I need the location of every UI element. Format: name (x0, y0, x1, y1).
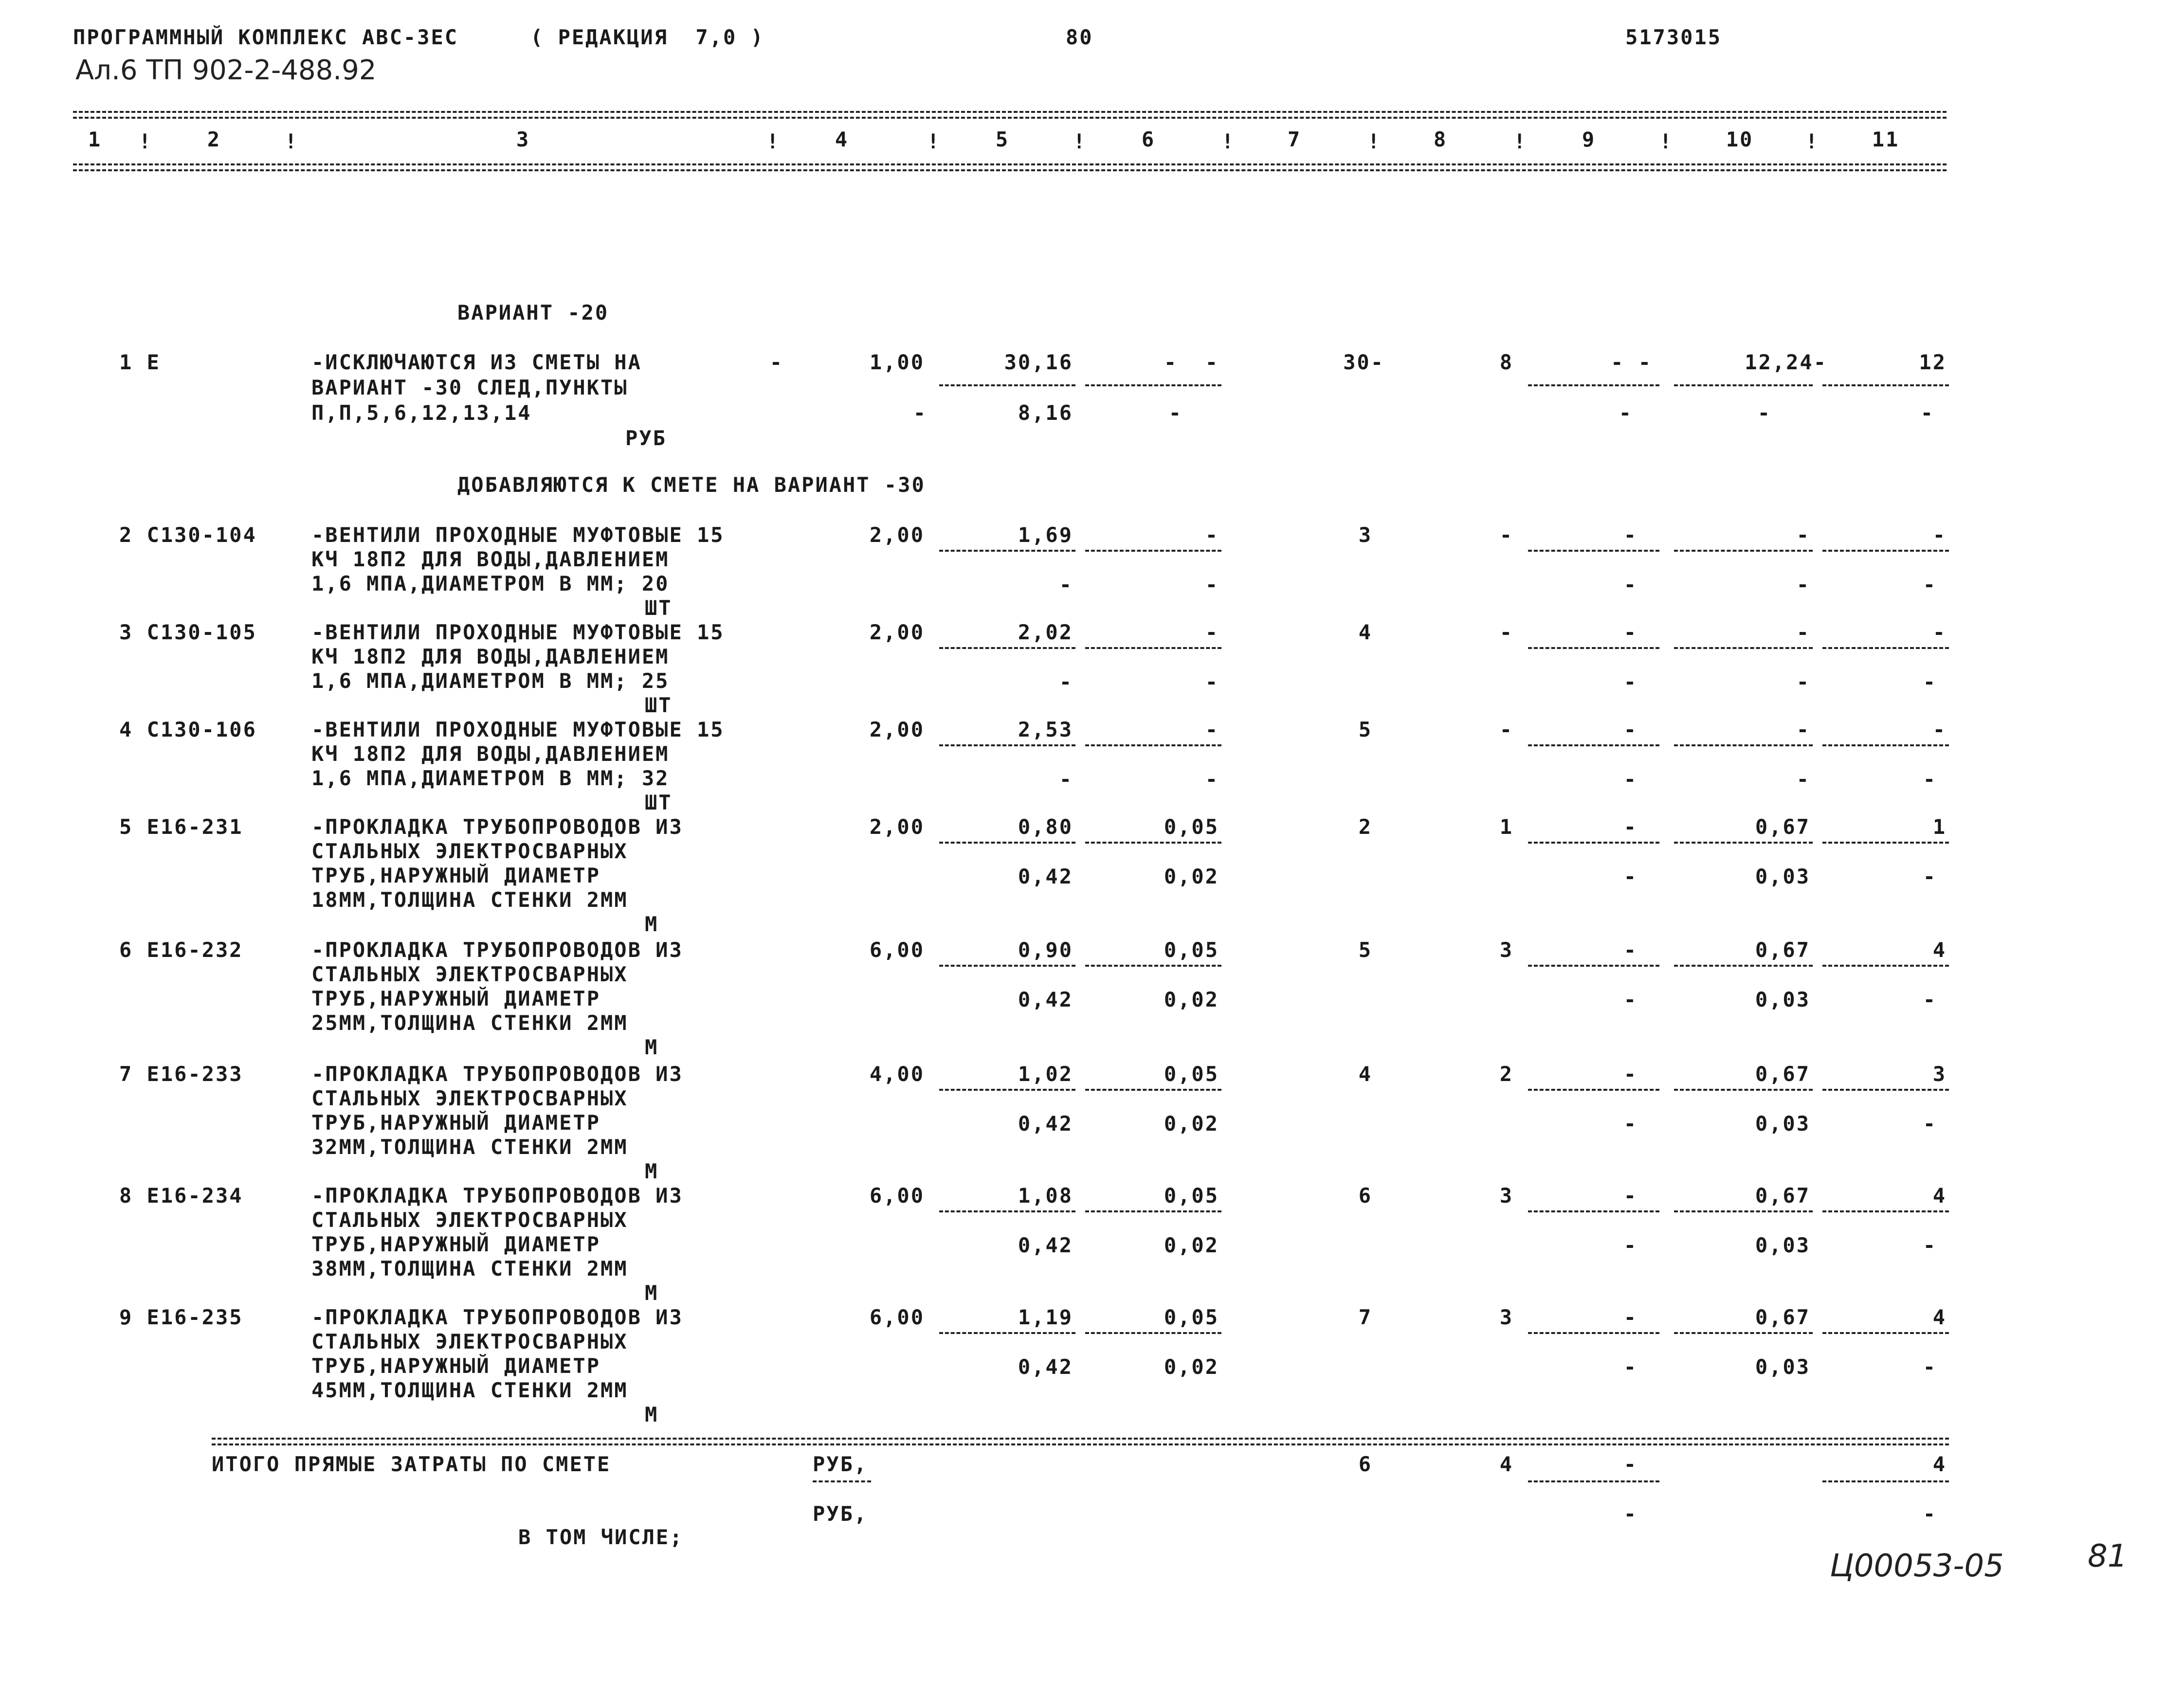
item-col9-bottom: - (1623, 1233, 1638, 1257)
totals-label: ИТОГО ПРЯМЫЕ ЗАТРАТЫ ПО СМЕТЕ (212, 1452, 611, 1476)
item-col9-top: - (1623, 815, 1638, 839)
item-col11-rule (1822, 965, 1949, 967)
item-col10-bottom: - (1796, 670, 1810, 694)
item-col11-bottom: - (1923, 1355, 1937, 1379)
item-col5-rule (939, 1210, 1075, 1212)
item-col10-top: - (1796, 620, 1810, 644)
column-header-11: 11 (1872, 127, 1900, 151)
item-code: 5 Е16-231 (119, 815, 243, 839)
excluded-col8: 8 (1499, 350, 1513, 374)
item-code: 8 Е16-234 (119, 1184, 243, 1208)
excluded-col9-top: - - (1611, 350, 1652, 374)
column-separator: ! (1805, 129, 1820, 153)
added-section-title: ДОБАВЛЯЮТСЯ К СМЕТЕ НА ВАРИАНТ -30 (457, 473, 926, 497)
item-description-line: КЧ 18П2 ДЛЯ ВОДЫ,ДАВЛЕНИЕМ (311, 645, 670, 668)
item-col5-top: 1,19 (1018, 1305, 1073, 1329)
item-description-line: -ВЕНТИЛИ ПРОХОДНЫЕ МУФТОВЫЕ 15 (311, 620, 725, 644)
item-col7: 4 (1358, 1062, 1372, 1086)
item-col6-top: - (1205, 718, 1219, 741)
item-col7: 4 (1358, 620, 1372, 644)
item-unit: ШТ (645, 596, 673, 620)
totals-col11-bottom: - (1923, 1502, 1937, 1526)
item-description-line: -ПРОКЛАДКА ТРУБОПРОВОДОВ ИЗ (311, 1062, 683, 1086)
header-rule-bottom (73, 163, 1947, 165)
item-col6-top: 0,05 (1164, 1062, 1219, 1086)
item-col11-bottom: - (1923, 670, 1937, 694)
item-col9-bottom: - (1623, 1355, 1638, 1379)
item-col10-rule (1674, 550, 1813, 552)
item-col6-rule (1085, 965, 1221, 967)
totals-unit-1: РУБ, (813, 1452, 868, 1476)
column-header-7: 7 (1287, 127, 1302, 151)
item-quantity: 4,00 (869, 1062, 925, 1086)
column-separator: ! (766, 129, 781, 153)
item-col9-bottom: - (1623, 1112, 1638, 1136)
excluded-lead-dash: - (769, 350, 783, 374)
item-col11-rule (1822, 550, 1949, 552)
item-description-line: 45ММ,ТОЛЩИНА СТЕНКИ 2ММ (311, 1378, 628, 1402)
column-separator: ! (1221, 129, 1236, 153)
item-col10-bottom: - (1796, 767, 1810, 791)
item-col7: 7 (1358, 1305, 1372, 1329)
excluded-description-line: ВАРИАНТ -30 СЛЕД,ПУНКТЫ (311, 376, 628, 399)
item-col11-bottom: - (1923, 1233, 1937, 1257)
item-col10-top: - (1796, 718, 1810, 741)
totals-col8: 4 (1499, 1452, 1513, 1476)
excluded-description-line: -ИСКЛЮЧАЮТСЯ ИЗ СМЕТЫ НА (311, 350, 642, 374)
item-unit: М (645, 1281, 659, 1305)
totals-rule-2 (212, 1443, 1949, 1445)
item-col5-bottom: 0,42 (1018, 1233, 1073, 1257)
item-description-line: СТАЛЬНЫХ ЭЛЕКТРОСВАРНЫХ (311, 1330, 628, 1353)
item-col5-top: 0,80 (1018, 815, 1073, 839)
column-separator: ! (927, 129, 941, 153)
item-description-line: -ПРОКЛАДКА ТРУБОПРОВОДОВ ИЗ (311, 1184, 683, 1208)
header-rule-bottom-2 (73, 169, 1947, 171)
column-separator: ! (1367, 129, 1382, 153)
item-col9-top: - (1623, 1184, 1638, 1208)
item-col10-top: 0,67 (1755, 1305, 1810, 1329)
item-description-line: ТРУБ,НАРУЖНЫЙ ДИАМЕТР (311, 1232, 601, 1256)
item-unit: ШТ (645, 693, 673, 717)
item-quantity: 2,00 (869, 620, 925, 644)
excluded-lead-dash-2: - (913, 401, 927, 425)
item-col6-top: 0,05 (1164, 938, 1219, 962)
item-col6-rule (1085, 1210, 1221, 1212)
item-col11-top: - (1932, 718, 1947, 741)
item-description-line: 18ММ,ТОЛЩИНА СТЕНКИ 2ММ (311, 888, 628, 912)
item-col9-rule (1528, 550, 1659, 552)
item-col11-bottom: - (1923, 865, 1937, 888)
item-description-line: СТАЛЬНЫХ ЭЛЕКТРОСВАРНЫХ (311, 1208, 628, 1232)
item-unit: М (645, 1035, 659, 1059)
column-separator: ! (1659, 129, 1674, 153)
document-code: 5173015 (1625, 25, 1722, 49)
item-col9-top: - (1623, 1305, 1638, 1329)
item-col5-rule (939, 744, 1075, 746)
totals-rule (212, 1438, 1949, 1440)
item-description-line: 32ММ,ТОЛЩИНА СТЕНКИ 2ММ (311, 1135, 628, 1159)
item-description-line: КЧ 18П2 ДЛЯ ВОДЫ,ДАВЛЕНИЕМ (311, 742, 670, 766)
excluded-col6-top: - - (1164, 350, 1219, 374)
item-col11-top: 4 (1932, 938, 1947, 962)
item-col11-bottom: - (1923, 988, 1937, 1011)
item-col7: 6 (1358, 1184, 1372, 1208)
totals-col9-top: - (1623, 1452, 1638, 1476)
item-col7: 5 (1358, 718, 1372, 741)
item-col5-bottom: 0,42 (1018, 865, 1073, 888)
item-col9-rule (1528, 647, 1659, 649)
column-header-5: 5 (995, 127, 1010, 151)
excluded-col6-bottom: - (1168, 401, 1183, 425)
item-col6-top: - (1205, 620, 1219, 644)
item-quantity: 2,00 (869, 523, 925, 547)
item-quantity: 6,00 (869, 1184, 925, 1208)
item-code: 2 С130-104 (119, 523, 257, 547)
item-col7: 3 (1358, 523, 1372, 547)
column-header-1: 1 (88, 127, 102, 151)
excluded-col5-top: 30,16 (1004, 350, 1073, 374)
item-col5-bottom: - (1059, 670, 1073, 694)
excluded-col9-rule (1528, 384, 1659, 386)
item-col6-top: 0,05 (1164, 1184, 1219, 1208)
item-col10-rule (1674, 842, 1813, 844)
item-col10-rule (1674, 1210, 1813, 1212)
item-quantity: 6,00 (869, 938, 925, 962)
item-col11-top: 4 (1932, 1305, 1947, 1329)
footer-doc-code: Ц00053-05 (1830, 1548, 2004, 1584)
item-col11-rule (1822, 1210, 1949, 1212)
item-col9-top: - (1623, 938, 1638, 962)
item-col6-bottom: 0,02 (1164, 1355, 1219, 1379)
item-description-line: ТРУБ,НАРУЖНЫЙ ДИАМЕТР (311, 864, 601, 887)
item-description-line: 1,6 МПА,ДИАМЕТРОМ В ММ; 25 (311, 669, 670, 693)
item-col5-bottom: 0,42 (1018, 1112, 1073, 1136)
totals-col11-rule (1822, 1480, 1949, 1482)
page-number-printed: 80 (1066, 25, 1093, 49)
item-col9-bottom: - (1623, 573, 1638, 596)
item-col6-rule (1085, 842, 1221, 844)
handwritten-reference: Ал.6 ТП 902-2-488.92 (75, 54, 377, 86)
item-col10-rule (1674, 744, 1813, 746)
totals-col9-bottom: - (1623, 1502, 1638, 1526)
item-code: 9 Е16-235 (119, 1305, 243, 1329)
item-col9-rule (1528, 965, 1659, 967)
item-col11-bottom: - (1923, 1112, 1937, 1136)
item-col5-rule (939, 842, 1075, 844)
item-col9-bottom: - (1623, 767, 1638, 791)
item-description-line: ТРУБ,НАРУЖНЫЙ ДИАМЕТР (311, 1111, 601, 1135)
item-col5-top: 1,02 (1018, 1062, 1073, 1086)
item-description-line: 1,6 МПА,ДИАМЕТРОМ В ММ; 20 (311, 572, 670, 595)
item-col8: 3 (1499, 1184, 1513, 1208)
item-col6-bottom: - (1205, 670, 1219, 694)
item-col10-top: 0,67 (1755, 938, 1810, 962)
item-col11-top: - (1932, 523, 1947, 547)
column-header-4: 4 (835, 127, 849, 151)
item-col10-bottom: 0,03 (1755, 1355, 1810, 1379)
item-code: 3 С130-105 (119, 620, 257, 644)
excluded-item-number: 1 Е (119, 350, 161, 374)
item-col6-rule (1085, 1332, 1221, 1334)
item-description-line: -ПРОКЛАДКА ТРУБОПРОВОДОВ ИЗ (311, 938, 683, 962)
item-col10-top: - (1796, 523, 1810, 547)
item-description-line: СТАЛЬНЫХ ЭЛЕКТРОСВАРНЫХ (311, 839, 628, 863)
item-col5-bottom: 0,42 (1018, 1355, 1073, 1379)
variant-title: ВАРИАНТ -20 (457, 301, 609, 325)
item-description-line: -ПРОКЛАДКА ТРУБОПРОВОДОВ ИЗ (311, 815, 683, 839)
item-quantity: 2,00 (869, 718, 925, 741)
item-quantity: 6,00 (869, 1305, 925, 1329)
item-col9-bottom: - (1623, 670, 1638, 694)
item-code: 4 С130-106 (119, 718, 257, 741)
excluded-col10-rule (1674, 384, 1813, 386)
item-col11-bottom: - (1923, 767, 1937, 791)
item-description-line: КЧ 18П2 ДЛЯ ВОДЫ,ДАВЛЕНИЕМ (311, 547, 670, 571)
item-col5-top: 2,53 (1018, 718, 1073, 741)
column-separator: ! (1073, 129, 1087, 153)
item-col6-bottom: 0,02 (1164, 865, 1219, 888)
item-col5-bottom: - (1059, 573, 1073, 596)
item-col6-bottom: 0,02 (1164, 1233, 1219, 1257)
item-col11-top: 3 (1932, 1062, 1947, 1086)
totals-col11-top: 4 (1932, 1452, 1947, 1476)
column-header-9: 9 (1582, 127, 1596, 151)
excluded-col10-bottom: - (1757, 401, 1771, 425)
item-col5-bottom: 0,42 (1018, 988, 1073, 1011)
excluded-unit: РУБ (625, 426, 667, 450)
totals-col7: 6 (1358, 1452, 1372, 1476)
item-col6-bottom: - (1205, 573, 1219, 596)
excluded-col5-rule (939, 384, 1075, 386)
item-col6-rule (1085, 550, 1221, 552)
item-col9-top: - (1623, 1062, 1638, 1086)
totals-unit-2: РУБ, (813, 1502, 868, 1526)
item-code: 7 Е16-233 (119, 1062, 243, 1086)
program-name: ПРОГРАММНЫЙ КОМПЛЕКС АВС-3ЕС (73, 25, 459, 49)
column-header-8: 8 (1433, 127, 1448, 151)
excluded-col6-rule (1085, 384, 1221, 386)
item-col9-rule (1528, 1089, 1659, 1091)
excluded-col11-bottom: - (1920, 401, 1934, 425)
item-unit: М (645, 1159, 659, 1183)
item-col8: 3 (1499, 1305, 1513, 1329)
item-description-line: ТРУБ,НАРУЖНЫЙ ДИАМЕТР (311, 987, 601, 1010)
item-col9-rule (1528, 744, 1659, 746)
item-col10-bottom: 0,03 (1755, 865, 1810, 888)
totals-including-label: В ТОМ ЧИСЛЕ; (518, 1525, 684, 1549)
item-col9-rule (1528, 842, 1659, 844)
item-quantity: 2,00 (869, 815, 925, 839)
item-col5-rule (939, 965, 1075, 967)
item-col9-top: - (1623, 620, 1638, 644)
item-col9-bottom: - (1623, 865, 1638, 888)
item-col8: 1 (1499, 815, 1513, 839)
item-col5-top: 0,90 (1018, 938, 1073, 962)
item-col11-bottom: - (1923, 573, 1937, 596)
item-col6-top: - (1205, 523, 1219, 547)
excluded-col11-rule (1822, 384, 1949, 386)
item-col8: 3 (1499, 938, 1513, 962)
item-col5-rule (939, 1089, 1075, 1091)
item-col11-rule (1822, 842, 1949, 844)
item-code: 6 Е16-232 (119, 938, 243, 962)
header-rule-top (73, 111, 1947, 113)
item-col10-rule (1674, 1332, 1813, 1334)
footer-page-number: 81 (2088, 1538, 2128, 1574)
item-col8: - (1499, 620, 1513, 644)
column-header-6: 6 (1141, 127, 1156, 151)
item-unit: ШТ (645, 791, 673, 814)
item-col6-top: 0,05 (1164, 1305, 1219, 1329)
item-col10-rule (1674, 965, 1813, 967)
item-col6-rule (1085, 647, 1221, 649)
item-col8: 2 (1499, 1062, 1513, 1086)
column-separator: ! (1513, 129, 1528, 153)
item-col8: - (1499, 718, 1513, 741)
item-col11-top: 4 (1932, 1184, 1947, 1208)
column-header-2: 2 (207, 127, 221, 151)
item-col10-rule (1674, 1089, 1813, 1091)
totals-col9-rule (1528, 1480, 1659, 1482)
excluded-col7: 30- (1343, 350, 1384, 374)
item-description-line: СТАЛЬНЫХ ЭЛЕКТРОСВАРНЫХ (311, 1086, 628, 1110)
excluded-col9-bottom: - (1619, 401, 1633, 425)
item-col5-top: 1,69 (1018, 523, 1073, 547)
item-col6-bottom: 0,02 (1164, 988, 1219, 1011)
item-description-line: 38ММ,ТОЛЩИНА СТЕНКИ 2ММ (311, 1257, 628, 1280)
item-col6-rule (1085, 1089, 1221, 1091)
item-col5-rule (939, 647, 1075, 649)
item-col9-top: - (1623, 718, 1638, 741)
item-col11-rule (1822, 744, 1949, 746)
column-header-10: 10 (1726, 127, 1754, 151)
item-col9-rule (1528, 1332, 1659, 1334)
item-col11-top: - (1932, 620, 1947, 644)
column-header-3: 3 (516, 127, 530, 151)
item-col10-bottom: 0,03 (1755, 1233, 1810, 1257)
item-col5-rule (939, 550, 1075, 552)
item-col11-rule (1822, 1089, 1949, 1091)
item-description-line: СТАЛЬНЫХ ЭЛЕКТРОСВАРНЫХ (311, 962, 628, 986)
item-description-line: -ВЕНТИЛИ ПРОХОДНЫЕ МУФТОВЫЕ 15 (311, 718, 725, 741)
item-col11-top: 1 (1932, 815, 1947, 839)
item-col9-top: - (1623, 523, 1638, 547)
item-unit: М (645, 1403, 659, 1426)
item-col10-bottom: 0,03 (1755, 988, 1810, 1011)
item-col5-bottom: - (1059, 767, 1073, 791)
item-col6-top: 0,05 (1164, 815, 1219, 839)
item-col7: 5 (1358, 938, 1372, 962)
item-col6-bottom: - (1205, 767, 1219, 791)
column-separator: ! (139, 129, 153, 153)
header-rule-top-2 (73, 117, 1947, 119)
item-description-line: -ВЕНТИЛИ ПРОХОДНЫЕ МУФТОВЫЕ 15 (311, 523, 725, 547)
item-col9-bottom: - (1623, 988, 1638, 1011)
item-col8: - (1499, 523, 1513, 547)
item-col6-bottom: 0,02 (1164, 1112, 1219, 1136)
item-col6-rule (1085, 744, 1221, 746)
item-unit: М (645, 912, 659, 936)
item-description-line: ТРУБ,НАРУЖНЫЙ ДИАМЕТР (311, 1354, 601, 1378)
item-description-line: -ПРОКЛАДКА ТРУБОПРОВОДОВ ИЗ (311, 1305, 683, 1329)
item-col10-top: 0,67 (1755, 1062, 1810, 1086)
item-col10-rule (1674, 647, 1813, 649)
item-col10-top: 0,67 (1755, 1184, 1810, 1208)
column-separator: ! (285, 129, 299, 153)
item-col9-rule (1528, 1210, 1659, 1212)
item-col10-top: 0,67 (1755, 815, 1810, 839)
item-description-line: 25ММ,ТОЛЩИНА СТЕНКИ 2ММ (311, 1011, 628, 1035)
item-col5-rule (939, 1332, 1075, 1334)
excluded-col10-top: 12,24- (1745, 350, 1827, 374)
excluded-quantity: 1,00 (869, 350, 925, 374)
totals-unit-rule (813, 1480, 871, 1482)
item-col11-rule (1822, 1332, 1949, 1334)
excluded-description-line: П,П,5,6,12,13,14 (311, 401, 532, 425)
item-col11-rule (1822, 647, 1949, 649)
excluded-col11-top: 12 (1919, 350, 1947, 374)
item-col5-top: 1,08 (1018, 1184, 1073, 1208)
item-description-line: 1,6 МПА,ДИАМЕТРОМ В ММ; 32 (311, 766, 670, 790)
edition: ( РЕДАКЦИЯ 7,0 ) (530, 25, 764, 49)
item-col5-top: 2,02 (1018, 620, 1073, 644)
item-col10-bottom: - (1796, 573, 1810, 596)
excluded-col5-bottom: 8,16 (1018, 401, 1073, 425)
item-col10-bottom: 0,03 (1755, 1112, 1810, 1136)
item-col7: 2 (1358, 815, 1372, 839)
